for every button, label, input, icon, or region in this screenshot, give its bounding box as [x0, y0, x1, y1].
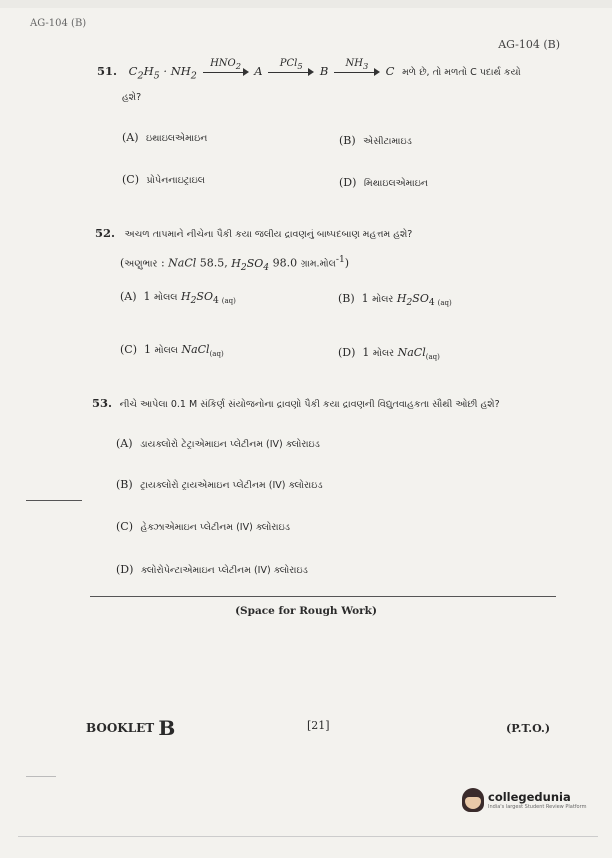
header-left-code: AG-104 (B) — [30, 18, 87, 29]
question-53 — [92, 396, 500, 410]
header-right-code: AG-104 (B) — [498, 38, 560, 51]
option-text: ક્લોરોપેન્ટાએમાઇન પ્લેટીનમ (IV) ક્લોરાઇડ — [140, 565, 308, 576]
booklet-text: BOOKLET — [86, 721, 155, 735]
product-a: A — [254, 64, 263, 78]
option-text: મિથાઇલએમાઇન — [363, 178, 428, 189]
option-label: (B) — [338, 292, 355, 305]
mascot-icon — [462, 788, 484, 812]
question-text-line1: મળે છે, તો મળતો C પદાર્થ કયો — [402, 67, 521, 78]
question-text: નીચે આપેલા 0.1 M સંકિર્ણ સંયોજનોના દ્રાવણો પૈકી કયા દ્રાવણની વિદ્યુતવાહકતા સૌથી ઓછી હશે? — [119, 399, 500, 410]
q52-option-b[interactable]: (B) 1 મોલર $H_2SO_{4 (aq)}$ — [338, 292, 452, 309]
q53-option-c[interactable] — [116, 520, 290, 533]
option-label: (A) — [120, 290, 137, 303]
reaction-arrow-1 — [203, 58, 249, 77]
watermark-tagline: India's largest Student Review Platform — [488, 804, 587, 810]
option-text: હેક્ઝાએમાઇન પ્લેટીનમ (IV) ક્લોરાઇડ — [140, 522, 290, 533]
question-52 — [95, 226, 412, 240]
reaction-arrow-2 — [268, 58, 314, 77]
reagent-nh3: $NH_3$ — [345, 58, 369, 71]
option-label: (C) — [120, 343, 137, 356]
rough-work-label: (Space for Rough Work) — [235, 605, 377, 617]
question-text-line2: હશે? — [122, 92, 142, 103]
question-number: 51. — [97, 64, 118, 78]
booklet-letter: B — [158, 716, 176, 740]
booklet-label — [86, 716, 175, 740]
q52-option-a[interactable]: (A) 1 મોલલ $H_2SO_{4 (aq)}$ — [120, 290, 236, 307]
reaction-arrow-3 — [334, 58, 380, 77]
q53-option-b[interactable] — [116, 478, 323, 491]
q53-option-d[interactable] — [116, 563, 308, 576]
option-label: (A) — [122, 131, 139, 144]
question-number: 53. — [92, 396, 113, 410]
option-label: (C) — [122, 173, 139, 186]
rough-work-divider — [90, 596, 556, 597]
reagent-pcl5: PCl$_5$ — [279, 58, 303, 71]
page-number: [21] — [307, 719, 330, 732]
q53-option-a[interactable] — [116, 437, 320, 450]
question-text: અચળ તાપમાને નીચેના પૈકી કયા જલીય દ્રાવણનું બાષ્પદબાણ મહત્તમ હશે? — [124, 229, 413, 240]
option-label: (D) — [116, 563, 134, 576]
watermark-logo — [462, 788, 586, 812]
option-label: (D) — [338, 346, 356, 359]
q51-option-c[interactable] — [122, 173, 205, 186]
q52-option-d[interactable]: (D) 1 મોલર NaCl$_{(aq)}$ — [338, 346, 440, 362]
product-b: B — [319, 64, 329, 78]
margin-mark — [26, 500, 82, 501]
product-c: C — [385, 64, 395, 78]
option-label: (D) — [339, 176, 357, 189]
question-51 — [97, 58, 521, 82]
reactant-formula: $C_2H_5 \cdot NH_2$ — [128, 64, 197, 82]
q51-option-b[interactable] — [339, 134, 412, 147]
watermark-brand: collegedunia — [488, 790, 571, 804]
option-text: ડાયક્લોરો ટેટ્રાએમાઇન પ્લેટીનમ (IV) ક્લોરાઇડ — [140, 439, 320, 450]
question-number: 52. — [95, 226, 116, 240]
q51-option-a[interactable] — [122, 131, 207, 144]
option-text: ઇથાઇલએમાઇન — [146, 133, 208, 144]
option-label: (B) — [116, 478, 133, 491]
option-label: (B) — [339, 134, 356, 147]
scan-mark — [26, 776, 56, 777]
bottom-edge-line — [18, 836, 598, 837]
q51-option-d[interactable] — [339, 176, 428, 189]
q52-option-c[interactable]: (C) 1 મોલલ NaCl$_{(aq)}$ — [120, 343, 224, 359]
q52-note: (અણુભાર : NaCl 58.5, $H_2SO_4$ 98.0 ગ્રામ.મોલ$^{-1}$) — [120, 254, 350, 273]
pto-label: (P.T.O.) — [506, 722, 551, 735]
option-label: (A) — [116, 437, 133, 450]
reagent-hno2: $HNO_2$ — [210, 58, 242, 71]
option-text: ટ્રાયક્લોરો ટ્રાયએમાઇન પ્લેટીનમ (IV) ક્લોરાઇડ — [140, 480, 323, 491]
option-text: પ્રોપેનનાઇટ્રાઇલ — [146, 175, 205, 186]
option-text: એસીટામાઇડ — [363, 136, 412, 147]
option-label: (C) — [116, 520, 133, 533]
